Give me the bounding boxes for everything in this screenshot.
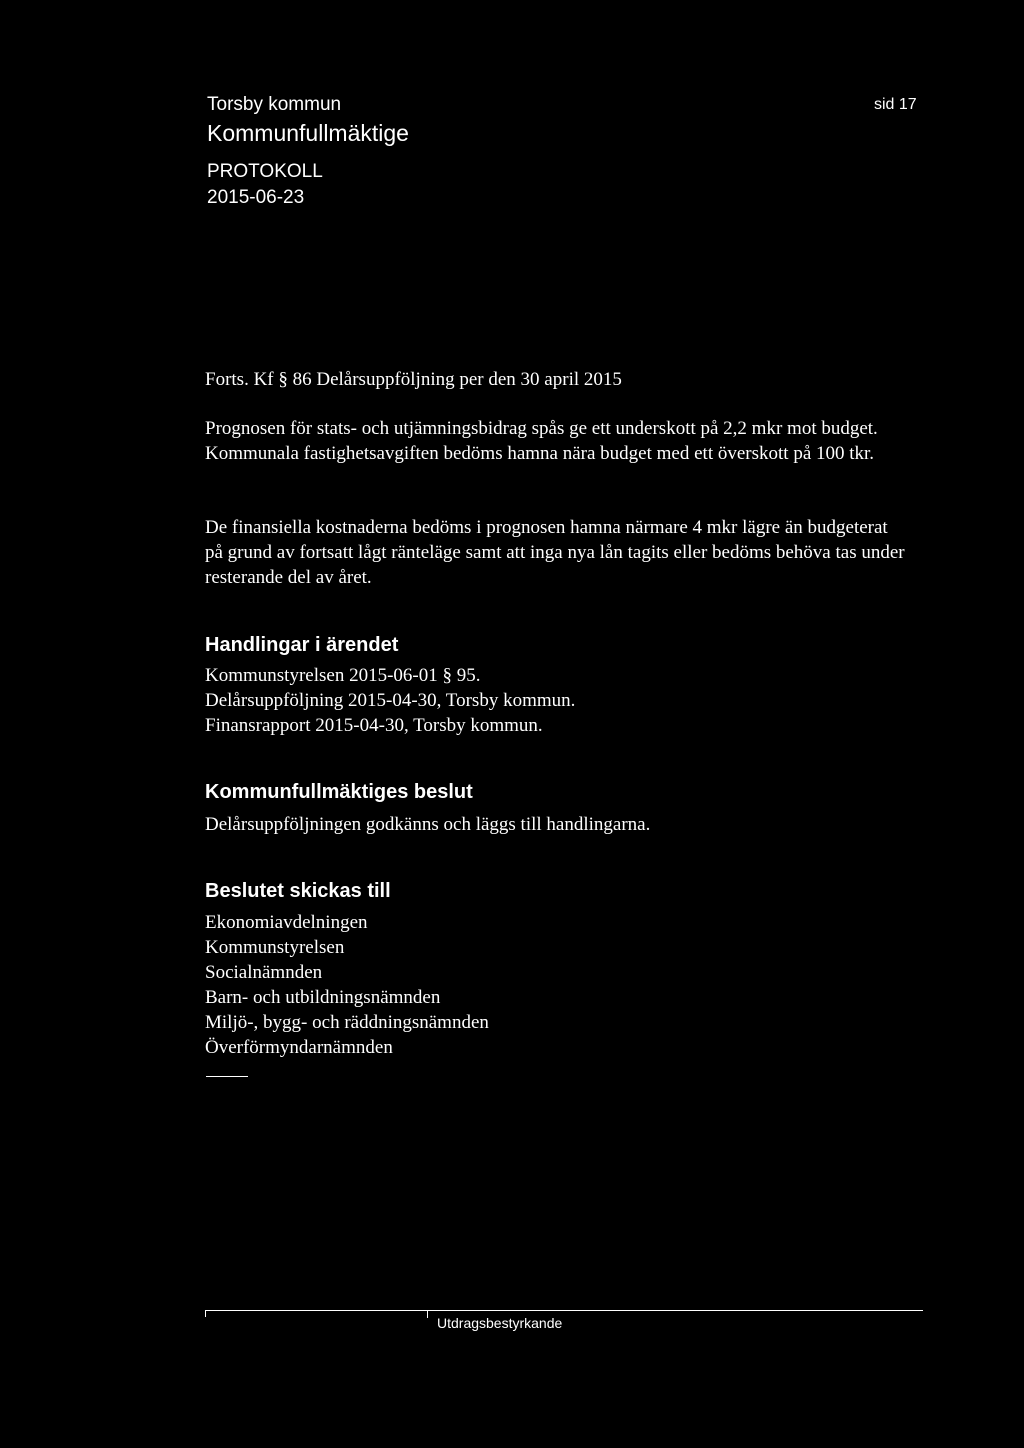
footer-divider <box>205 1310 923 1311</box>
list-item: Kommunstyrelsen 2015-06-01 § 95. <box>205 665 481 686</box>
document-type: PROTOKOLL <box>207 161 323 182</box>
list-item: Överförmyndarnämnden <box>205 1037 393 1058</box>
documents-heading: Handlingar i ärendet <box>205 634 399 656</box>
list-item: Finansrapport 2015-04-30, Torsby kommun. <box>205 715 543 736</box>
paragraph: De finansiella kostnaderna bedöms i prognosen hamna närmare 4 mkr lägre än budgeterat på grund av fortsatt lågt ränteläge samt att inga nya lån tagits eller bedöms behöva tas under resterande del av året. <box>205 517 905 588</box>
document-date: 2015-06-23 <box>207 187 305 208</box>
decision-text: Delårsuppföljningen godkänns och läggs till handlingarna. <box>205 814 651 835</box>
documents-list <box>205 663 575 738</box>
recipients-list <box>205 910 489 1060</box>
decision-heading: Kommunfullmäktiges beslut <box>205 781 473 803</box>
footer-tick <box>205 1310 206 1317</box>
list-item: Ekonomiavdelningen <box>205 912 368 933</box>
list-item: Miljö-, bygg- och räddningsnämnden <box>205 1012 489 1033</box>
page-number: sid 17 <box>874 96 917 113</box>
organization-name: Torsby kommun <box>207 94 342 115</box>
section-title: Forts. Kf § 86 Delårsuppföljning per den 30 april 2015 <box>205 369 622 390</box>
recipients-heading: Beslutet skickas till <box>205 880 391 902</box>
list-item: Kommunstyrelsen <box>205 937 345 958</box>
list-item: Barn- och utbildningsnämnden <box>205 987 441 1008</box>
footer-tick <box>427 1310 428 1318</box>
end-divider <box>206 1076 248 1077</box>
certification-label: Utdragsbestyrkande <box>437 1315 563 1331</box>
paragraph: Prognosen för stats- och utjämningsbidrag spås ge ett underskott på 2,2 mkr mot budget. Kommunala fastighetsavgiften bedöms hamna nära budget med ett överskott på 100 tkr. <box>205 418 878 464</box>
list-item: Socialnämnden <box>205 962 323 983</box>
list-item: Delårsuppföljning 2015-04-30, Torsby kommun. <box>205 690 576 711</box>
body-name: Kommunfullmäktige <box>207 120 409 146</box>
